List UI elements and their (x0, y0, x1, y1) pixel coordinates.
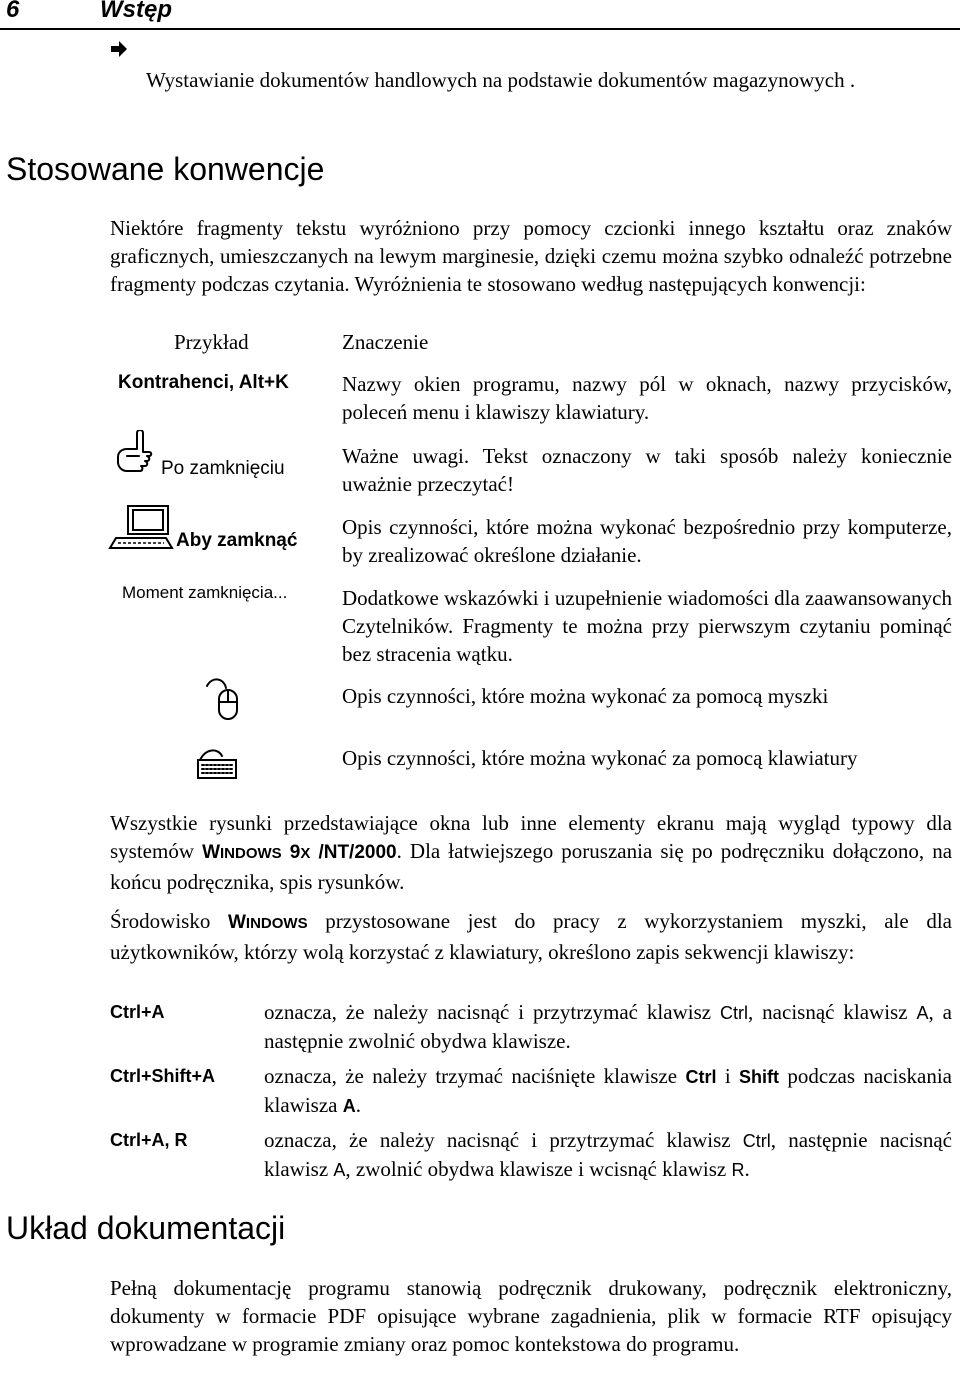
windows-space (282, 842, 290, 863)
example-window-names: Kontrahenci, Alt+K (118, 372, 289, 393)
meaning-keyboard: Opis czynności, które można wykonać za pomocą klawiatury (342, 746, 858, 770)
computer-icon (108, 504, 174, 550)
figures-text-end: . Dla łatwiejszego poruszania się po podręczniku dołączono, na końcu podręcznika, spis rysunków. (110, 839, 953, 894)
meaning-window-names: Nazwy okien programu, nazwy pól w oknach, nazwy przycisków, poleceń menu i klawiszy klawiatury. (342, 372, 952, 424)
chapter-title: Wstęp (100, 0, 172, 23)
windows-initial-2: W (227, 912, 246, 933)
desc-text: , następnie nacisnąć klawisz (264, 1128, 952, 1181)
mouse-icon (204, 672, 240, 722)
example-important-note: Po zamknięciu (161, 458, 285, 479)
shortcut-keys: Ctrl+A (110, 1002, 165, 1022)
pointing-hand-icon (113, 430, 157, 478)
arrow-bullet-icon (110, 40, 128, 58)
desc-text: oznacza, że należy nacisnąć i przytrzymać klawisz (264, 1000, 720, 1024)
example-advanced: Moment zamknięcia... (122, 583, 288, 602)
desc-text: oznacza, że należy trzymać naciśnięte klawisze (264, 1064, 686, 1088)
key-name: A (342, 1096, 356, 1116)
key-name: R (731, 1160, 745, 1180)
windows-version-nine: 9 (289, 842, 301, 863)
shortcut-description (264, 1062, 952, 1120)
key-name: Ctrl (720, 1003, 748, 1023)
desc-text: , a następnie zwolnić obydwa klawisze. (264, 1000, 952, 1053)
windows-initial: W (202, 842, 220, 863)
shortcut-keys: Ctrl+A, R (110, 1130, 188, 1150)
key-name: Ctrl (685, 1067, 717, 1087)
figures-paragraph (110, 809, 952, 896)
example-action: Aby zamknąć (176, 530, 298, 551)
desc-text: oznacza, że należy nacisnąć i przytrzymać klawisz (264, 1128, 743, 1152)
windows-rest: INDOWS (220, 845, 282, 862)
key-name: A (916, 1003, 929, 1023)
desc-text: podczas naciskania klawisza (264, 1064, 952, 1117)
key-name: A (333, 1160, 346, 1180)
key-name: Shift (739, 1067, 780, 1087)
page-header (0, 0, 960, 30)
desc-text: . (744, 1157, 750, 1181)
windows-version-x: X (300, 845, 311, 862)
layout-paragraph: Pełną dokumentację programu stanowią podręcznik drukowany, podręcznik elektroniczny, dokumenty w formacie PDF opisujące wybrane zagadnienia, plik w formacie RTF opisujący wprowadzane w programie zmiany oraz pomoc kontekstowa do programu. (110, 1276, 952, 1356)
figures-text-start: Wszystkie rysunki przedstawiające okna lub inne elementy ekranu mają wygląd typowy dla systemów (110, 811, 952, 863)
conventions-paragraph: Niektóre fragmenty tekstu wyróżniono przy pomocy czcionki innego kształtu oraz znaków graficznych, umieszczanych na lewym marginesie, dzięki czemu można szybko odnaleźć potrzebne fragmenty podczas czytania. Wyróżnienia te stosowano według następujących konwencji: (110, 216, 952, 296)
keyboard-icon (194, 746, 240, 782)
desc-text: , zwolnić obydwa klawisze i wcisnąć klawisz (345, 1157, 732, 1181)
column-header-example: Przykład (174, 330, 249, 354)
environment-text-end: przystosowane jest do pracy z wykorzystaniem myszki, ale dla użytkowników, którzy wolą korzystać z klawiatury, określono zapis sekwencji klawiszy: (110, 909, 952, 964)
windows-name (202, 842, 397, 863)
windows-nt-versions: /NT/2000 (310, 842, 397, 863)
meaning-action: Opis czynności, które można wykonać bezpośrednio przy komputerze, by zrealizować określone działanie. (342, 515, 952, 567)
environment-text-start: Środowisko (110, 909, 228, 933)
shortcut-keys: Ctrl+Shift+A (110, 1066, 216, 1086)
meaning-advanced: Dodatkowe wskazówki i uzupełnienie wiadomości dla zaawansowanych Czytelników. Fragmenty te można przy pierwszym czytaniu pominąć bez stracenia wątku. (342, 586, 952, 666)
section-heading-conventions: Stosowane konwencje (6, 151, 325, 187)
windows-name-2 (228, 912, 308, 933)
shortcut-description (264, 1126, 952, 1184)
windows-rest-2: INDOWS (245, 915, 308, 932)
environment-paragraph (110, 907, 952, 966)
shortcut-description (264, 998, 952, 1055)
page-number: 6 (6, 0, 20, 23)
desc-text: , nacisnąć klawisz (748, 1000, 917, 1024)
desc-text: . (355, 1093, 361, 1117)
column-header-meaning: Znaczenie (342, 330, 429, 354)
meaning-mouse: Opis czynności, które można wykonać za pomocą myszki (342, 684, 829, 708)
key-name: Ctrl (742, 1131, 771, 1151)
desc-text: i (716, 1064, 740, 1088)
meaning-important-note: Ważne uwagi. Tekst oznaczony w taki sposób należy koniecznie uważnie przeczytać! (342, 444, 952, 496)
intro-bullet-text: Wystawianie dokumentów handlowych na podstawie dokumentów magazynowych . (146, 68, 856, 92)
section-heading-layout: Układ dokumentacji (6, 1210, 286, 1246)
